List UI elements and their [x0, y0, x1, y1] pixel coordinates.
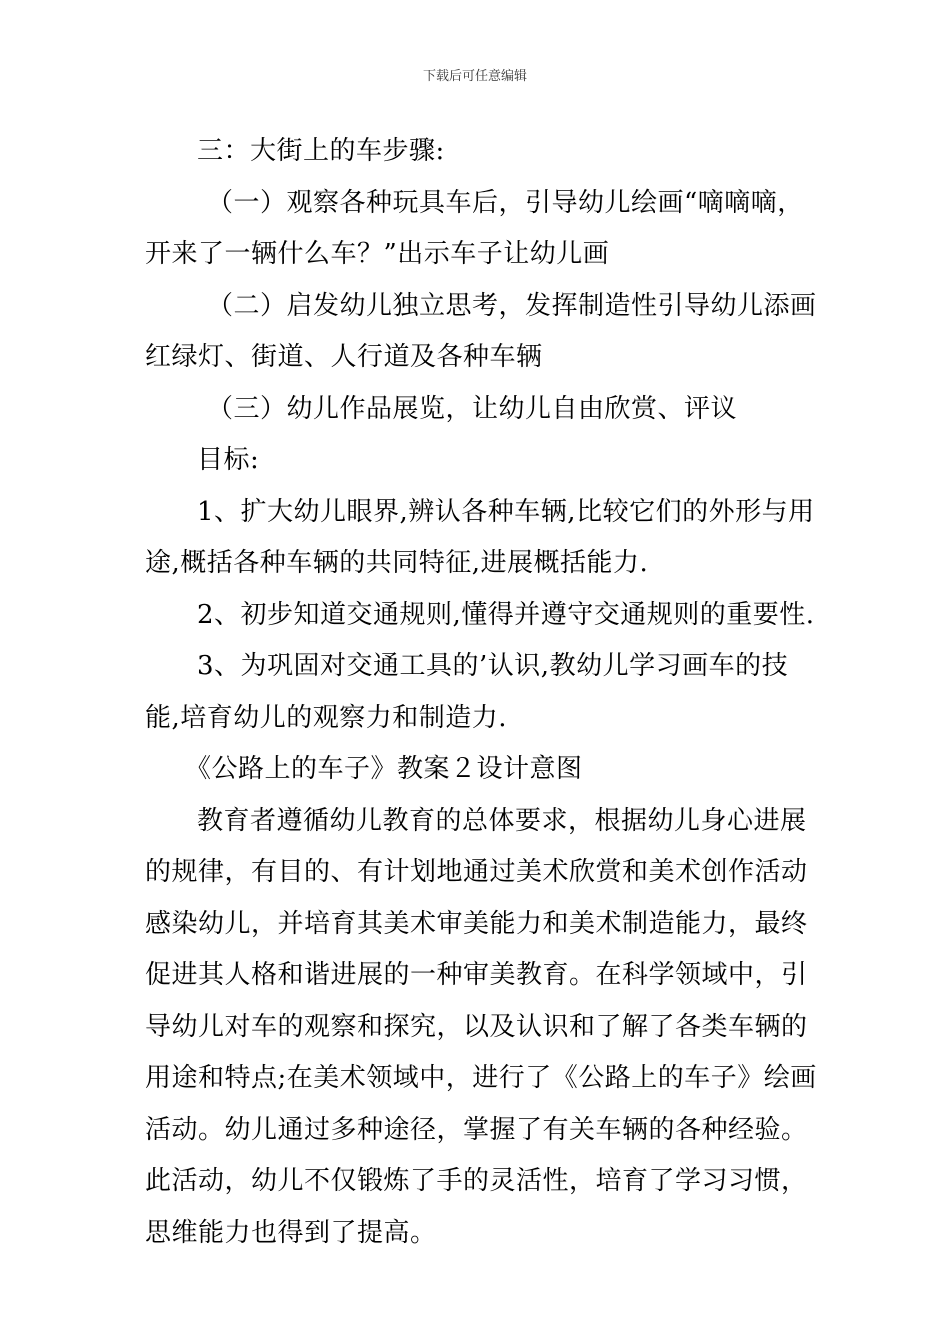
text-line: 此活动，幼儿不仅锻炼了手的灵活性，培育了学习习惯， [145, 1166, 808, 1196]
text-line: 能,培育幼儿的观察力和制造力. [145, 702, 508, 733]
text-line: 1、扩大幼儿眼界,辨认各种车辆,比较它们的外形与用 [197, 496, 815, 527]
text-line: 导幼儿对车的观察和探究，以及认识和了解了各类车辆的 [145, 1011, 808, 1042]
text-line: 的规律，有目的、有计划地通过美术欣赏和美术创作活动 [145, 857, 808, 887]
text-line: 途,概括各种车辆的共同特征,进展概括能力. [145, 548, 649, 578]
text-line: 教育者遵循幼儿教育的总体要求，根据幼儿身心进展 [197, 805, 807, 836]
document-body [145, 126, 817, 1259]
text-line: 活动。幼儿通过多种途径，掌握了有关车辆的各种经验。 [145, 1114, 808, 1145]
text-line: 目标: [197, 445, 260, 475]
text-line: 2、初步知道交通规则,懂得并遵守交通规则的重要性. [197, 599, 815, 630]
text-line: 思维能力也得到了提高。 [145, 1217, 437, 1248]
text-line: （二）启发幼儿独立思考，发挥制造性引导幼儿添画 [207, 290, 817, 321]
text-line: 红绿灯、街道、人行道及各种车辆 [145, 342, 543, 372]
text-line: 用途和特点;在美术领域中，进行了《公路上的车子》绘画 [145, 1063, 817, 1093]
text-line: （三）幼儿作品展览，让幼儿自由欣赏、评议 [207, 393, 738, 424]
text-line: 三：大街上的车步骤: [197, 136, 445, 166]
text-line: 感染幼儿，并培育其美术审美能力和美术制造能力，最终 [145, 908, 808, 939]
text-line: （一）观察各种玩具车后，引导幼儿绘画“嘀嘀嘀， [207, 187, 804, 218]
page-header: 下载后可任意编辑 [422, 69, 527, 84]
text-line: 促进其人格和谐进展的一种审美教育。在科学领域中，引 [145, 960, 808, 990]
text-line: 《公路上的车子》教案２设计意图 [185, 754, 583, 784]
text-line: 3、为巩固对交通工具的’认识,教幼儿学习画车的技 [197, 651, 789, 681]
text-line: 开来了一辆什么车？”出示车子让幼儿画 [145, 239, 610, 269]
